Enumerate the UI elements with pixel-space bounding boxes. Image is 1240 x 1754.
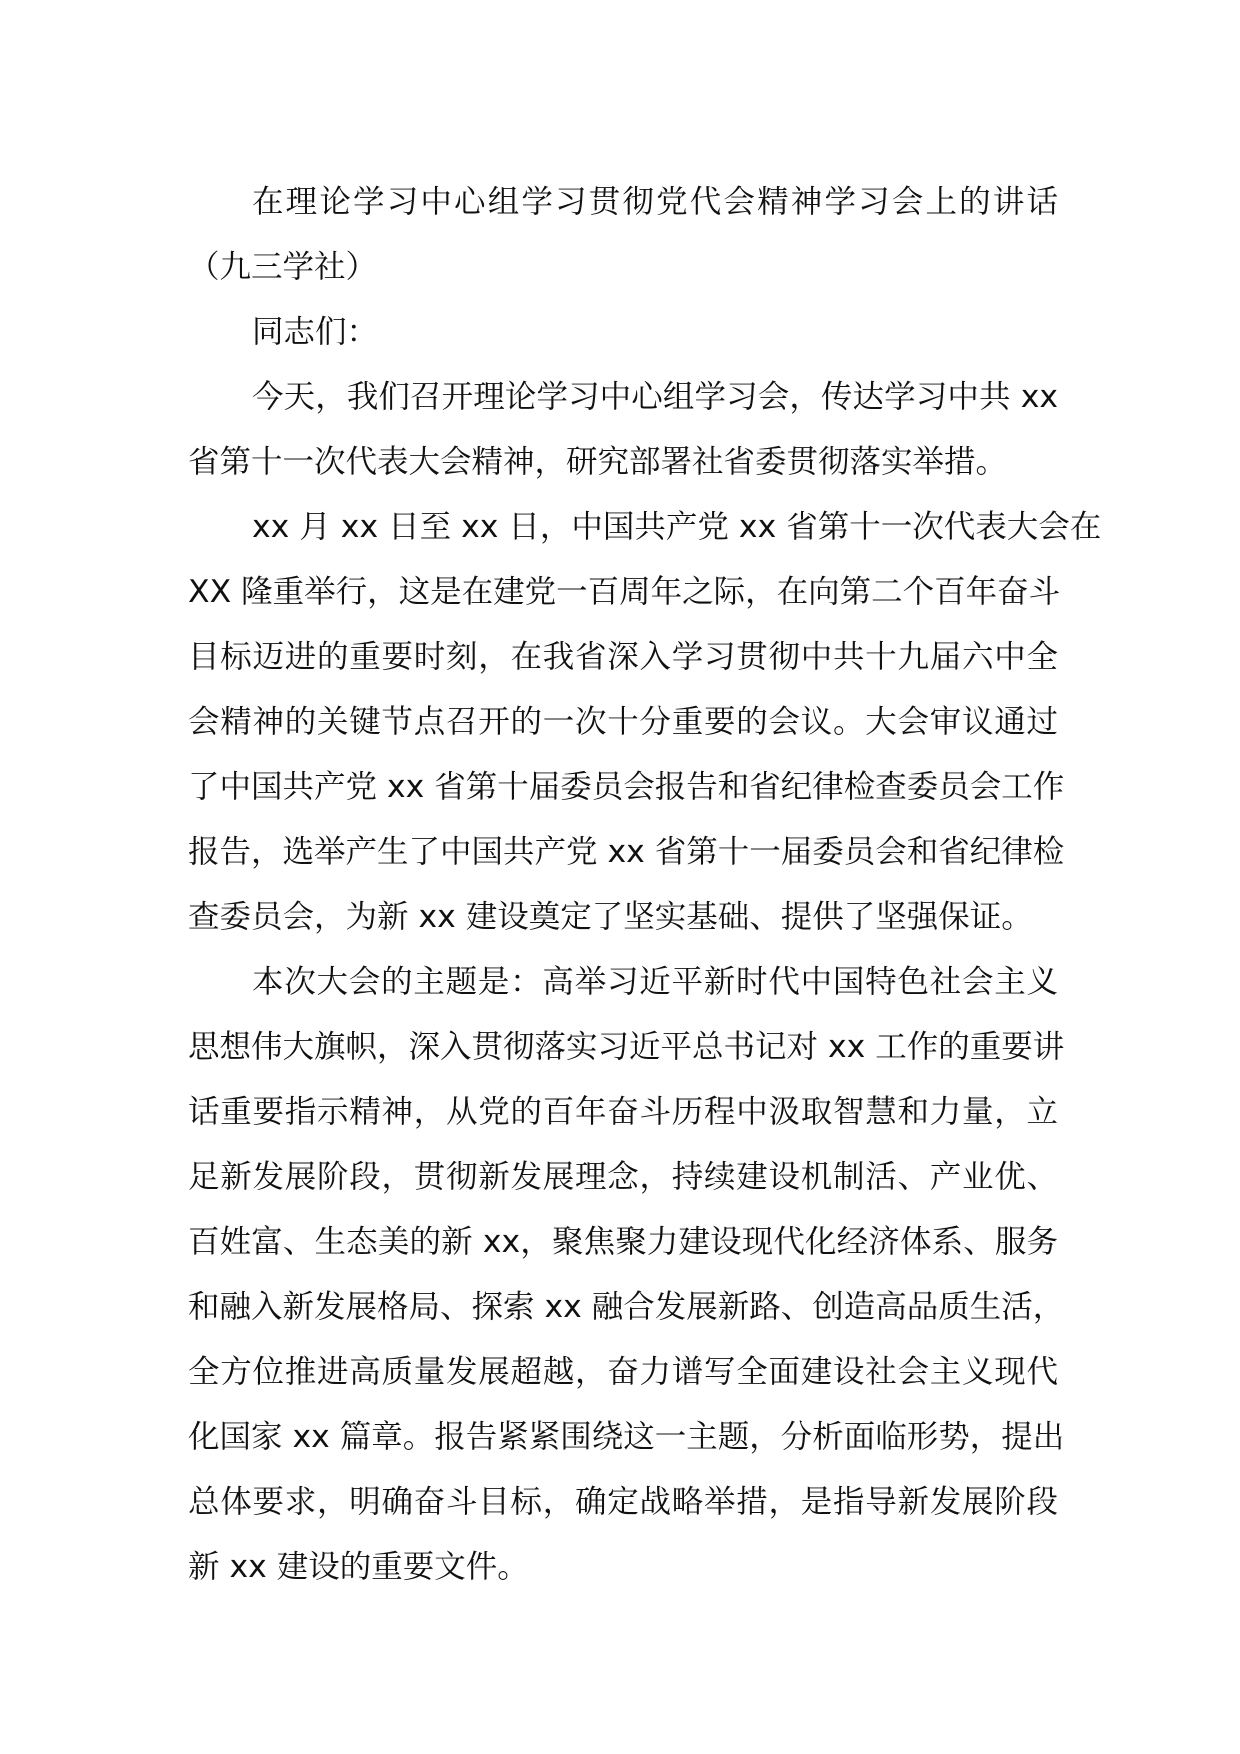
paragraph-2 (188, 495, 1102, 950)
title-line-2: （九三学社） (188, 249, 378, 285)
salutation-text: 同志们： (252, 314, 379, 350)
paragraph-1-line: 今天，我们召开理论学习中心组学习会，传达学习中共 xx (252, 379, 1058, 415)
paragraph-3-line: 足新发展阶段，贯彻新发展理念，持续建设机制活、产业优、 (188, 1159, 1058, 1195)
paragraph-2-line: XX 隆重举行，这是在建党一百周年之际，在向第二个百年奋斗 (188, 574, 1061, 610)
paragraph-3-line: 和融入新发展格局、探索 xx 融合发展新路、创造高品质生活， (188, 1289, 1065, 1325)
title-line-1: 在理论学习中心组学习贯彻党代会精神学习会上的讲话 (252, 184, 1058, 220)
paragraph-2-line: 报告，选举产生了中国共产党 xx 省第十一届委员会和省纪律检 (188, 834, 1065, 870)
paragraph-3-line: 本次大会的主题是：高举习近平新时代中国特色社会主义 (252, 964, 1058, 1000)
salutation (188, 300, 1058, 365)
paragraph-3-line: 总体要求，明确奋斗目标，确定战略举措，是指导新发展阶段 (188, 1484, 1058, 1520)
paragraph-3-line: 全方位推进高质量发展超越，奋力谱写全面建设社会主义现代 (188, 1354, 1058, 1390)
paragraph-3 (188, 950, 1065, 1600)
paragraph-1 (188, 365, 1058, 495)
paragraph-3-line: 思想伟大旗帜，深入贯彻落实习近平总书记对 xx 工作的重要讲 (188, 1029, 1065, 1065)
paragraph-1-line: 省第十一次代表大会精神，研究部署社省委贯彻落实举措。 (188, 444, 1008, 480)
paragraph-2-line: 了中国共产党 xx 省第十届委员会报告和省纪律检查委员会工作 (188, 769, 1065, 805)
paragraph-2-line: xx 月 xx 日至 xx 日，中国共产党 xx 省第十一次代表大会在 (252, 509, 1102, 545)
paragraph-3-line: 话重要指示精神，从党的百年奋斗历程中汲取智慧和力量，立 (188, 1094, 1058, 1130)
paragraph-2-line: 目标迈进的重要时刻，在我省深入学习贯彻中共十九届六中全 (188, 639, 1058, 675)
paragraph-2-line: 会精神的关键节点召开的一次十分重要的会议。大会审议通过 (188, 704, 1058, 740)
paragraph-3-line: 新 xx 建设的重要文件。 (188, 1549, 529, 1585)
paragraph-3-line: 化国家 xx 篇章。报告紧紧围绕这一主题，分析面临形势，提出 (188, 1419, 1065, 1455)
paragraph-3-line: 百姓富、生态美的新 xx，聚焦聚力建设现代化经济体系、服务 (188, 1224, 1058, 1260)
paragraph-2-line: 查委员会，为新 xx 建设奠定了坚实基础、提供了坚强保证。 (188, 899, 1033, 935)
document-title (188, 170, 1058, 300)
document-page (188, 170, 1102, 1600)
